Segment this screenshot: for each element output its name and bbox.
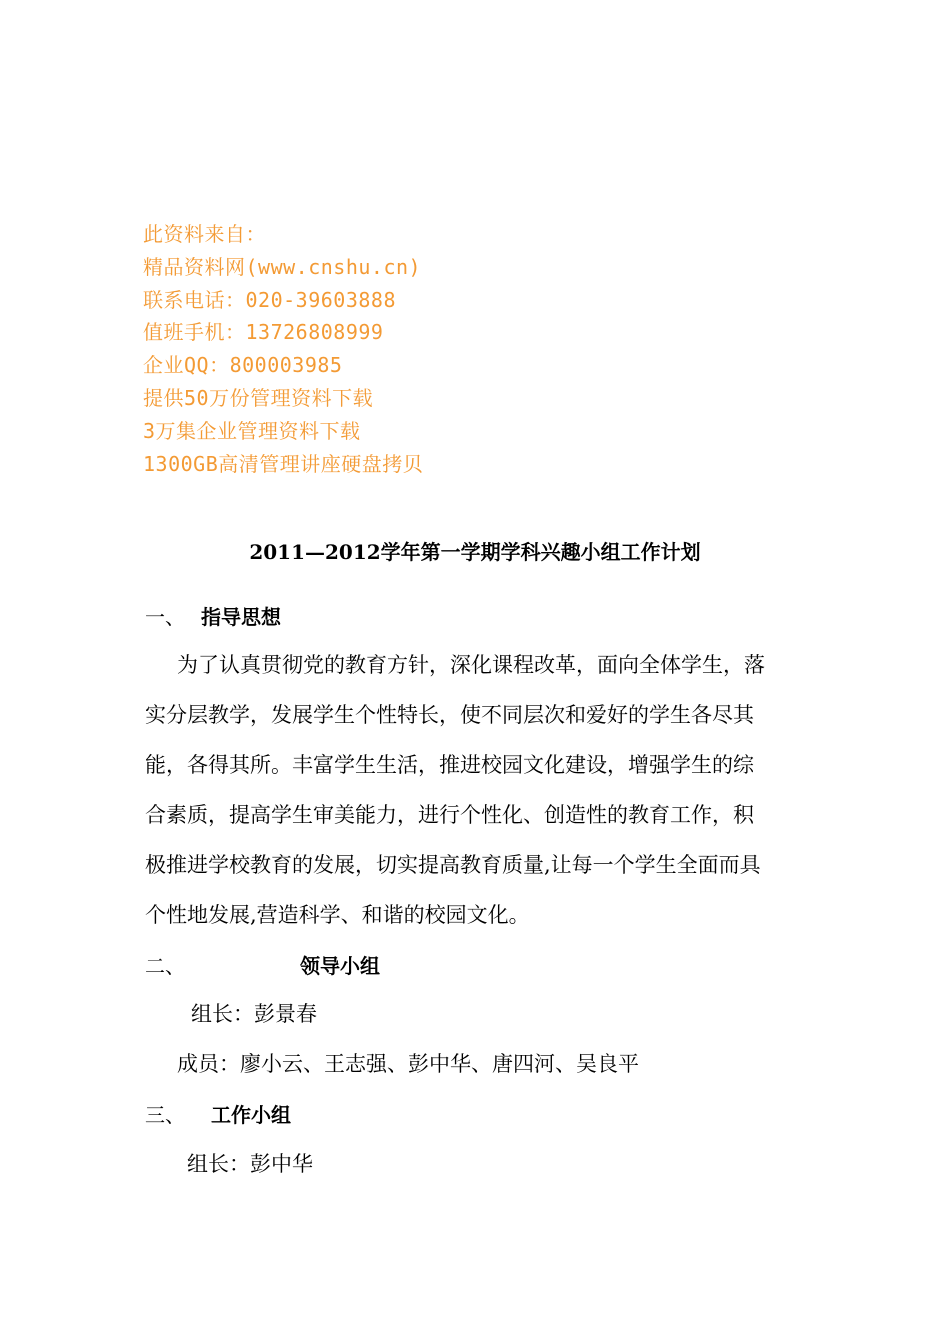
promo-line: 此资料来自： (143, 222, 266, 246)
promo-line: 企业QQ：800003985 (143, 353, 343, 378)
paragraph-line: 能，各得其所。丰富学生生活，推进校园文化建设，增强学生的综 (145, 753, 754, 777)
section-heading-working-group: 工作小组 (211, 1103, 291, 1127)
paragraph-line: 个性地发展,营造科学、和谐的校园文化。 (145, 903, 530, 927)
document-title: 2011—2012学年第一学期学科兴趣小组工作计划 (249, 540, 701, 564)
promo-block (143, 218, 663, 480)
paragraph-line: 实分层教学，发展学生个性特长，使不同层次和爱好的学生各尽其 (145, 703, 754, 727)
section-heading-guiding-thought: 指导思想 (201, 605, 281, 629)
section-heading-leadership-group: 领导小组 (300, 954, 380, 978)
paragraph-line: 为了认真贯彻党的教育方针，深化课程改革，面向全体学生，落 (177, 653, 765, 677)
promo-line: 提供50万份管理资料下载 (143, 385, 374, 410)
section-number: 三、 (145, 1103, 185, 1127)
promo-line: 值班手机：13726808999 (143, 320, 384, 345)
section-number: 二、 (145, 954, 185, 978)
section-number: 一、 (145, 605, 185, 629)
leadership-members: 成员：廖小云、王志强、彭中华、唐四河、吴良平 (177, 1052, 639, 1076)
working-group-leader: 组长：彭中华 (187, 1152, 313, 1176)
leadership-leader: 组长：彭景春 (191, 1002, 317, 1026)
promo-line: 联系电话：020-39603888 (143, 287, 396, 312)
promo-line: 3万集企业管理资料下载 (143, 418, 361, 443)
paragraph-line: 极推进学校教育的发展，切实提高教育质量,让每一个学生全面而具 (145, 853, 761, 877)
paragraph-line: 合素质，提高学生审美能力，进行个性化、创造性的教育工作，积 (145, 803, 754, 827)
promo-line: 精品资料网(www.cnshu.cn) (143, 254, 422, 279)
promo-line: 1300GB高清管理讲座硬盘拷贝 (143, 451, 424, 476)
guiding-thought-paragraph (145, 640, 815, 940)
